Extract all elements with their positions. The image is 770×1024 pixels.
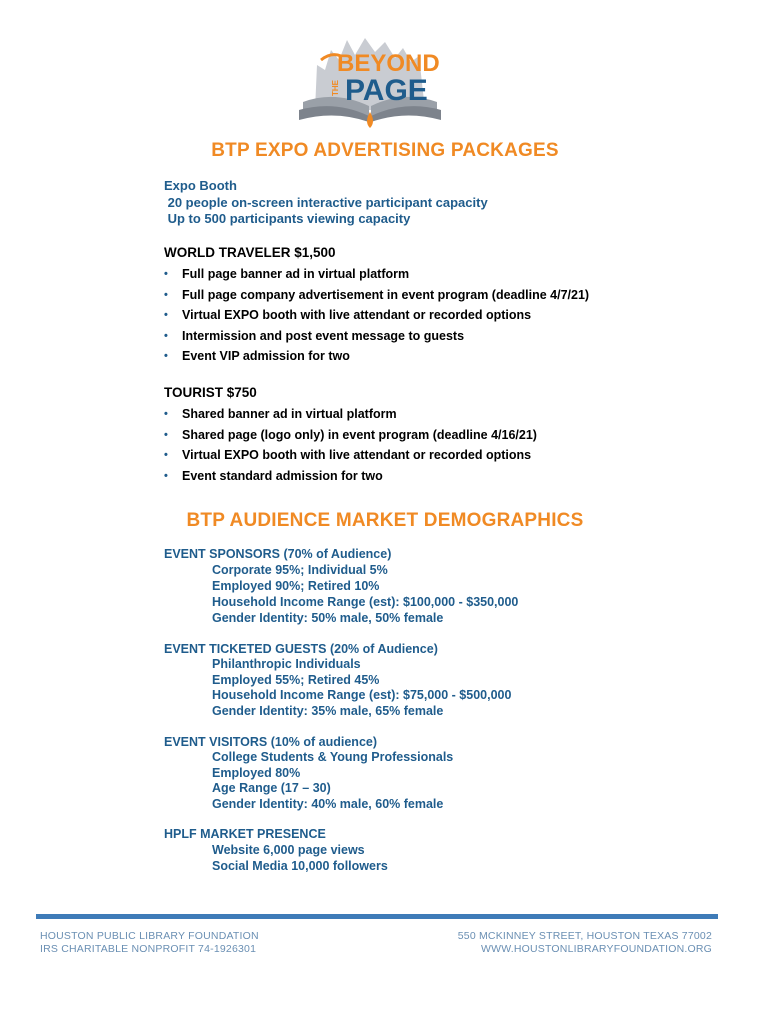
- visitors-line: Age Range (17 – 30): [212, 781, 331, 795]
- visitors-line: College Students & Young Professionals: [212, 750, 454, 764]
- list-item-text: Virtual EXPO booth with live attendant or recorded options: [182, 308, 532, 322]
- sponsors-line: Household Income Range (est): $100,000 - $350,000: [212, 595, 519, 609]
- logo-word-beyond: BEYOND: [337, 50, 440, 77]
- list-item: [164, 285, 589, 306]
- footer-org-name: HOUSTON PUBLIC LIBRARY FOUNDATION: [40, 930, 259, 942]
- tourist-heading: TOURIST $750: [164, 385, 257, 400]
- ticketed-line: Employed 55%; Retired 45%: [212, 673, 380, 687]
- visitors-heading: EVENT VISITORS (10% of audience): [164, 735, 378, 749]
- logo-word-the: THE: [331, 80, 340, 96]
- ticketed-line: Philanthropic Individuals: [212, 657, 361, 671]
- expo-booth-label: Expo Booth: [164, 178, 237, 193]
- list-item: [164, 425, 537, 446]
- list-item: [164, 346, 589, 367]
- list-item: [164, 305, 589, 326]
- hplf-heading: HPLF MARKET PRESENCE: [164, 827, 326, 841]
- list-item-text: Full page banner ad in virtual platform: [182, 267, 410, 281]
- list-item: [164, 445, 537, 466]
- demographics-title: BTP AUDIENCE MARKET DEMOGRAPHICS: [186, 510, 584, 531]
- bullet-icon: •: [164, 309, 168, 321]
- world-traveler-list: [164, 264, 589, 367]
- ticketed-line: Gender Identity: 35% male, 65% female: [212, 704, 444, 718]
- world-traveler-heading: WORLD TRAVELER $1,500: [164, 245, 336, 260]
- bullet-icon: •: [164, 329, 168, 342]
- sponsors-line: Employed 90%; Retired 10%: [212, 579, 380, 593]
- tourist-list: [164, 404, 537, 486]
- bullet-icon: •: [164, 428, 168, 441]
- beyond-the-page-logo: [295, 30, 445, 130]
- bullet-icon: •: [164, 408, 168, 420]
- footer-address: 550 MCKINNEY STREET, HOUSTON TEXAS 77002: [457, 930, 712, 942]
- list-item-text: Shared page (logo only) in event program (deadline 4/16/21): [182, 427, 537, 442]
- ticketed-line: Household Income Range (est): $75,000 - $500,000: [212, 688, 512, 702]
- footer-nonprofit-id: IRS CHARITABLE NONPROFIT 74-1926301: [40, 943, 257, 955]
- visitors-line: Employed 80%: [212, 766, 301, 780]
- expo-booth-line-2: Up to 500 participants viewing capacity: [164, 211, 411, 226]
- bullet-icon: •: [164, 288, 168, 301]
- bullet-icon: •: [164, 268, 168, 280]
- list-item-text: Event VIP admission for two: [182, 349, 350, 363]
- packages-title: BTP EXPO ADVERTISING PACKAGES: [211, 140, 559, 161]
- hplf-line: Social Media 10,000 followers: [212, 859, 388, 873]
- sponsors-heading: EVENT SPONSORS (70% of Audience): [164, 547, 392, 561]
- list-item: [164, 404, 537, 425]
- list-item: [164, 466, 537, 487]
- visitors-line: Gender Identity: 40% male, 60% female: [212, 797, 444, 811]
- list-item: [164, 326, 589, 347]
- list-item-text: Shared banner ad in virtual platform: [182, 407, 397, 421]
- list-item-text: Intermission and post event message to guests: [182, 328, 465, 343]
- hplf-line: Website 6,000 page views: [212, 843, 365, 857]
- list-item: [164, 264, 589, 285]
- ticketed-heading: EVENT TICKETED GUESTS (20% of Audience): [164, 642, 438, 656]
- sponsors-line: Gender Identity: 50% male, 50% female: [212, 611, 444, 625]
- bullet-icon: •: [164, 449, 168, 461]
- logo-word-page: PAGE: [345, 74, 428, 107]
- list-item-text: Event standard admission for two: [182, 468, 383, 483]
- sponsors-line: Corporate 95%; Individual 5%: [212, 563, 388, 577]
- bullet-icon: •: [164, 350, 168, 362]
- bullet-icon: •: [164, 469, 168, 482]
- list-item-text: Virtual EXPO booth with live attendant or recorded options: [182, 448, 532, 462]
- expo-booth-line-1: 20 people on-screen interactive participant capacity: [164, 195, 488, 210]
- footer-website-link[interactable]: WWW.HOUSTONLIBRARYFOUNDATION.ORG: [481, 943, 712, 955]
- list-item-text: Full page company advertisement in event program (deadline 4/7/21): [182, 287, 590, 302]
- footer-divider: [36, 914, 718, 919]
